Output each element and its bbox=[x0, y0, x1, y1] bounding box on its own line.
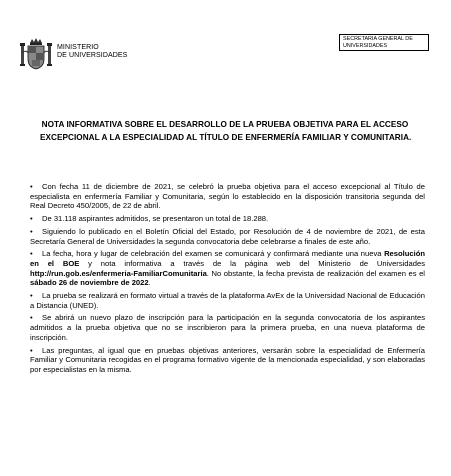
item-text: La fecha, hora y lugar de celebración del examen se comunicará y confirmará mediante una nueva bbox=[42, 249, 385, 259]
item-text: Con fecha 11 de diciembre de 2021, se celebró la prueba objetiva para el acceso excepcional al Título de especialista en enfermería Familiar y Comunitaria, según lo establecido en la disposición transitoria segunda del Real Decreto 450/2005, de 22 de abril. bbox=[30, 182, 425, 211]
item-text: Siguiendo lo publicado en el Boletín Oficial del Estado, por Resolución de 4 de noviembre de 2021, de esta Secretaría General de Universidades la segunda convocatoria debe celebrarse a finales de este año. bbox=[30, 226, 425, 246]
boe-resolution-text: Resolución en el BOE bbox=[30, 249, 425, 268]
item-text: . No obstante, la fecha prevista de realización del examen es el bbox=[206, 268, 425, 278]
list-item bbox=[30, 182, 425, 211]
bullet-icon: • bbox=[30, 249, 33, 259]
ministry-line-2: DE UNIVERSIDADES bbox=[57, 52, 128, 59]
list-item bbox=[30, 291, 425, 310]
item-text: Se abrirá un nuevo plazo de inscripción para la participación en la segunda convocatoria de los aspirantes admitidos a la prueba objetiva que no se inscribieron para la primera prueba, en una nueva plataforma de inscripción. bbox=[30, 313, 425, 342]
list-item bbox=[30, 249, 425, 288]
list-item bbox=[30, 313, 425, 342]
title-line-1: NOTA INFORMATIVA SOBRE EL DESARROLLO DE LA PRUEBA OBJETIVA PARA EL ACCESO bbox=[41, 120, 409, 129]
list-item bbox=[30, 346, 425, 375]
ministry-url-link[interactable]: http://run.gob.es/enfermeria-FamiliarComunitaria bbox=[30, 268, 207, 278]
unit-line-1: SECRETARIA GENERAL DE bbox=[343, 36, 413, 42]
item-text: La prueba se realizará en formato virtual a través de la plataforma AvEx de la Universidad Nacional de Educación a Distancia (UNED). bbox=[30, 291, 425, 310]
bullet-list bbox=[30, 182, 425, 378]
ministry-name bbox=[57, 44, 127, 60]
ministry-line-1: MINISTERIO bbox=[57, 44, 99, 51]
item-text: . bbox=[148, 278, 151, 288]
bullet-icon: • bbox=[30, 313, 33, 323]
item-text: Las preguntas, al igual que en pruebas objetivas anteriores, versarán sobre la especialidad de Enfermería Familiar y Comunitaria recogidas en el programa formativo vigente de la mencionada especialidad, y son elaboradas por especialistas en la misma. bbox=[30, 345, 425, 374]
exam-date-text: sábado 26 de noviembre de 2022 bbox=[30, 278, 149, 288]
bullet-icon: • bbox=[30, 214, 33, 224]
coat-of-arms-icon bbox=[19, 37, 53, 71]
bullet-icon: • bbox=[30, 226, 33, 236]
bullet-icon: • bbox=[30, 345, 33, 355]
document-title bbox=[40, 118, 410, 144]
item-text: y nota informativa a través de la página web del Ministerio de Universidades bbox=[79, 258, 425, 268]
unit-line-2: UNIVERSIDADES bbox=[343, 42, 388, 49]
issuing-unit-box bbox=[339, 34, 429, 51]
list-item bbox=[30, 214, 425, 224]
bullet-icon: • bbox=[30, 182, 33, 191]
item-text: De 31.118 aspirantes admitidos, se presentaron un total de 18.288. bbox=[42, 214, 269, 224]
title-line-2: EXCEPCIONAL A LA ESPECIALIDAD AL TÍTULO DE ENFERMERÍA FAMILIAR Y COMUNITARIA. bbox=[40, 133, 412, 142]
bullet-icon: • bbox=[30, 291, 33, 301]
list-item bbox=[30, 227, 425, 246]
